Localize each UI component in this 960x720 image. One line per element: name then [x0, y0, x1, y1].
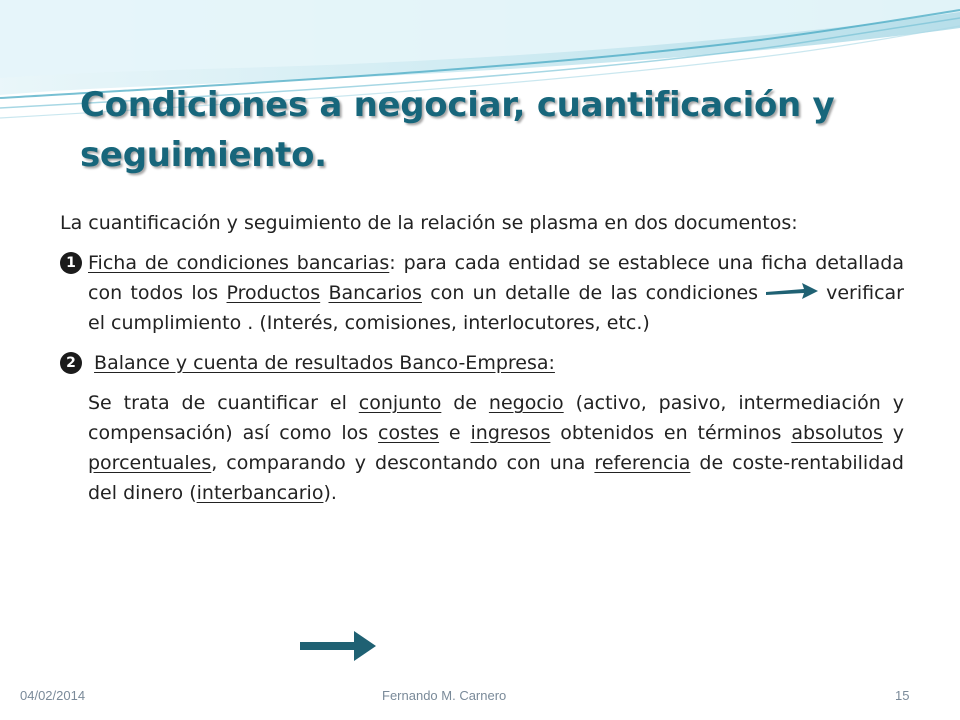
conjunto-underlined: conjunto [358, 392, 442, 414]
productos-underlined: Productos [226, 282, 321, 304]
balance-heading: Balance y cuenta de resultados Banco-Empresa: [94, 352, 555, 374]
negocio-underlined: negocio [488, 392, 564, 414]
item-1-paragraph [60, 248, 904, 338]
costes-underlined: costes [378, 422, 440, 444]
footer-date: 04/02/2014 [20, 688, 86, 703]
number-one-bullet-icon: 1 [60, 252, 82, 274]
item-1-text-c: verificar el cumplimiento . (Interés, comisiones, interlocutores, etc.) [88, 282, 904, 334]
slide-title: Condiciones a negociar, cuantificación y seguimiento. [80, 85, 835, 175]
item-1-text-a: : para cada entidad se establece una ficha detallada con todos los [88, 252, 904, 304]
footer-page-number: 15 [895, 688, 910, 703]
item-2-paragraph [60, 348, 904, 378]
detail-text: de [441, 392, 489, 414]
detail-text: ). [323, 482, 337, 504]
arrow-right-icon [764, 281, 820, 301]
footer-author: Fernando M. Carnero [382, 688, 507, 703]
detail-text: y [882, 422, 904, 444]
ingresos-underlined: ingresos [470, 422, 551, 444]
large-arrow-right-icon [298, 628, 378, 664]
item-1-text-b: con un detalle de las condiciones [421, 282, 759, 304]
intro-text: La cuantificación y seguimiento de la relación se plasma en dos documentos: [60, 212, 798, 234]
number-two-bullet-icon: 2 [60, 352, 82, 374]
intro-paragraph [60, 208, 904, 238]
referencia-underlined: referencia [594, 452, 691, 474]
bancarios-underlined: Bancarios [328, 282, 422, 304]
ficha-link: Ficha de condiciones bancarias [88, 252, 390, 274]
detail-text: de coste-rentabilidad del dinero ( [88, 452, 904, 504]
detail-text: e [439, 422, 471, 444]
detail-text: Se trata de cuantificar el [88, 392, 359, 414]
detail-paragraph [60, 388, 904, 508]
interbancario-underlined: interbancario [196, 482, 324, 504]
detail-text: , comparando y descontando con una [211, 452, 595, 474]
slide-body [60, 208, 904, 518]
absolutos-underlined: absolutos [791, 422, 883, 444]
detail-text: obtenidos en términos [550, 422, 792, 444]
detail-text: (activo, pasivo, intermediación y compensación) así como los [88, 392, 904, 444]
porcentuales-underlined: porcentuales [88, 452, 212, 474]
